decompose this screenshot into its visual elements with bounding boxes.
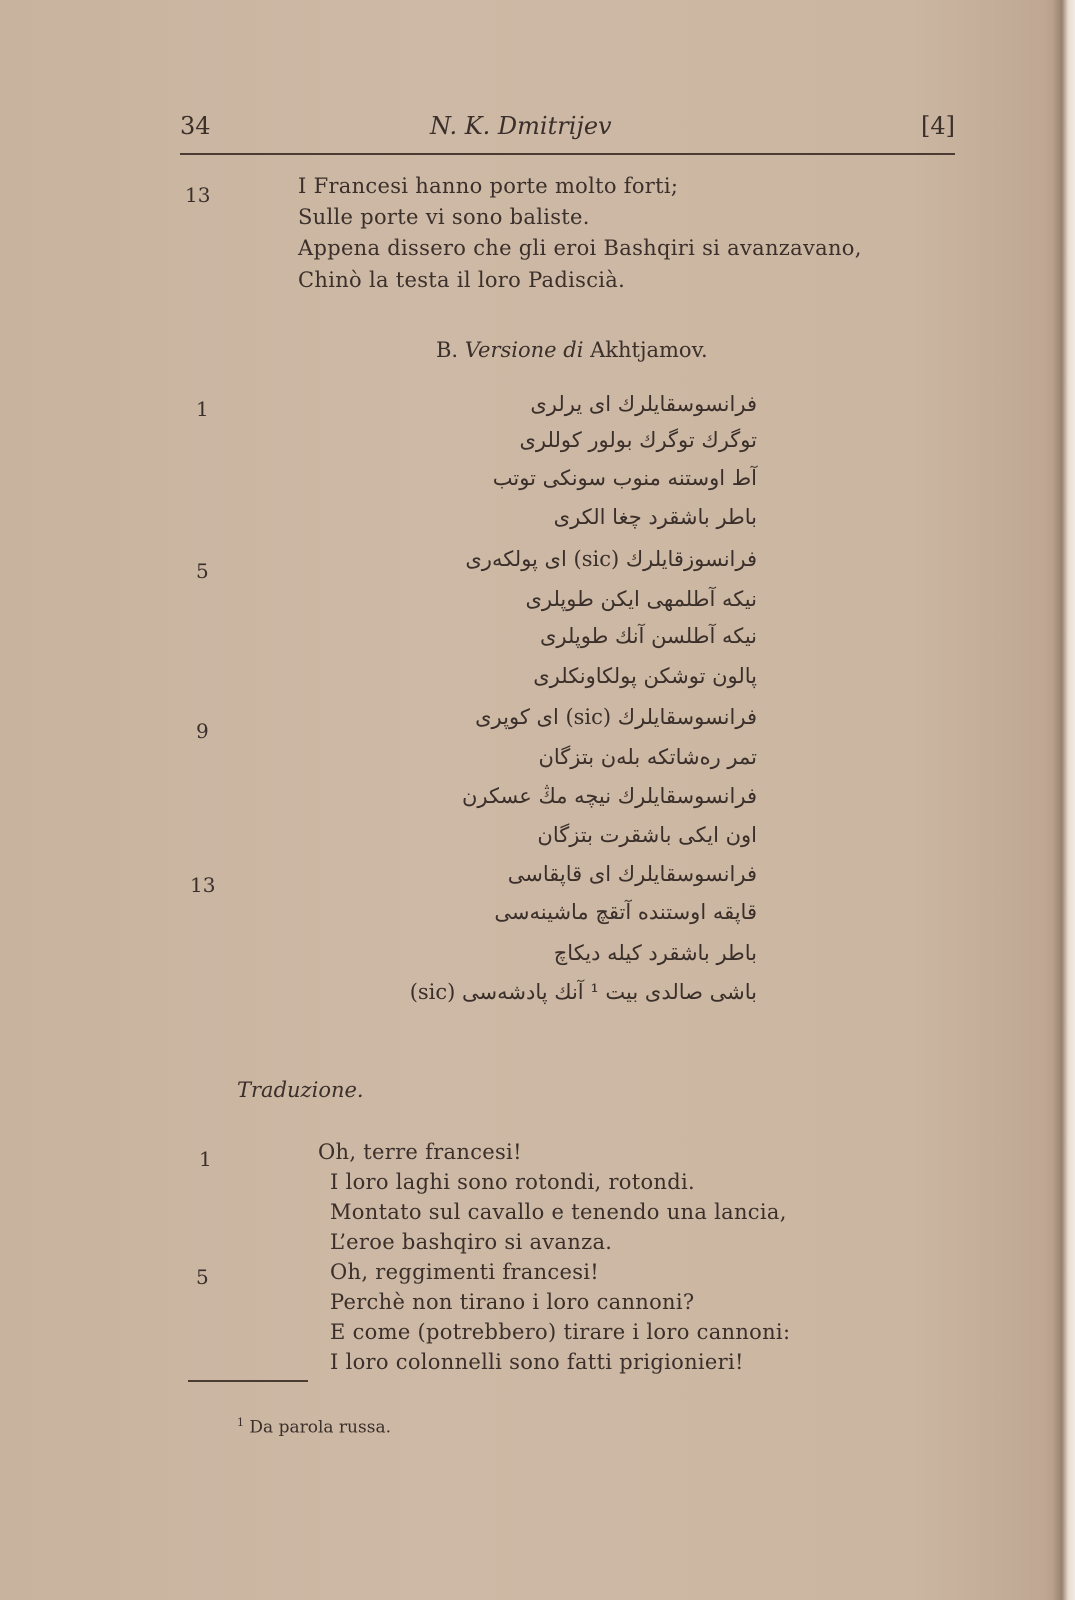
- running-title: N. K. Dmitrijev: [430, 112, 612, 140]
- arabic-line: فرانسوسقایلرك ای یرلری: [530, 392, 757, 416]
- line-number: 1: [196, 397, 209, 421]
- line-number: 5: [196, 1265, 209, 1289]
- translation-line: Montato sul cavallo e tenendo una lancia,: [330, 1200, 787, 1224]
- arabic-line: باطر باشقرد چغا الكری: [553, 505, 757, 529]
- arabic-line: پالون توشكن پولكاونكلری: [533, 664, 757, 688]
- poem-line: I Francesi hanno porte molto forti;: [298, 174, 679, 198]
- translation-line: E come (potrebbero) tirare i loro cannoni:: [330, 1320, 791, 1344]
- translation-line: I loro laghi sono rotondi, rotondi.: [330, 1170, 695, 1194]
- footnote-text: Da parola russa.: [249, 1417, 391, 1438]
- header-rule: [180, 153, 955, 155]
- arabic-line: فرانسوسقایلرك (sic) ای كوپری: [475, 705, 757, 729]
- translation-line: Oh, reggimenti francesi!: [330, 1260, 600, 1284]
- translation-line: Oh, terre francesi!: [318, 1140, 522, 1164]
- stanza-number: 13: [185, 183, 211, 207]
- page-number: 34: [180, 112, 211, 140]
- arabic-line: باطر باشقرد كیله دیكاچ: [553, 941, 757, 965]
- arabic-line: فرانسوسقایلرك نیچه مڭ عسكرن: [461, 784, 757, 808]
- footnote-rule: [188, 1380, 308, 1382]
- translation-line: L’eroe bashqiro si avanza.: [330, 1230, 613, 1254]
- page-edge: [1053, 0, 1075, 1600]
- arabic-line: تمر رەشاتكه بلەن بتزگان: [538, 745, 757, 769]
- arabic-line: فرانسوزقایلرك (sic) ای پولكه‌ری: [465, 547, 757, 571]
- line-number: 9: [196, 719, 209, 743]
- translation-line: Perchè non tirano i loro cannoni?: [330, 1290, 695, 1314]
- arabic-line: توگرك توگرك بولور كوللری: [519, 428, 757, 452]
- poem-line: Appena dissero che gli eroi Bashqiri si avanzavano,: [298, 236, 862, 260]
- arabic-line: آط اوستنه منوب سونكی توتب: [492, 466, 757, 490]
- section-subtitle: [436, 338, 708, 362]
- line-number: 13: [190, 873, 216, 897]
- line-number: 1: [199, 1147, 212, 1171]
- arabic-line: اون ایكی باشقرت بتزگان: [537, 823, 757, 847]
- translation-line: I loro colonnelli sono fatti prigionieri!: [330, 1350, 744, 1374]
- page-header: [180, 112, 955, 152]
- subtitle-name: Akhtjamov.: [590, 338, 708, 362]
- arabic-line: نیكه آطلمهی ایكن طوپلری: [525, 587, 757, 611]
- line-number: 5: [196, 559, 209, 583]
- section-number: [4]: [921, 112, 955, 140]
- subtitle-italic: Versione di: [464, 338, 584, 362]
- poem-line: Chinò la testa il loro Padiscià.: [298, 268, 626, 292]
- subtitle-label: B.: [436, 338, 459, 362]
- arabic-line: قاپقه اوستندە آتقچ ماشینەسی: [494, 900, 757, 924]
- footnote-marker: 1: [237, 1416, 244, 1429]
- arabic-line: فرانسوسقایلرك ای قاپقاسی: [507, 862, 757, 886]
- arabic-line: نیكه آطلسن آنك طوپلری: [539, 624, 757, 648]
- translation-heading: Traduzione.: [237, 1078, 364, 1102]
- arabic-line: باشی صالدی بیت ¹ آنك پادشەسی (sic): [409, 980, 757, 1004]
- footnote: [237, 1416, 391, 1438]
- poem-line: Sulle porte vi sono baliste.: [298, 205, 590, 229]
